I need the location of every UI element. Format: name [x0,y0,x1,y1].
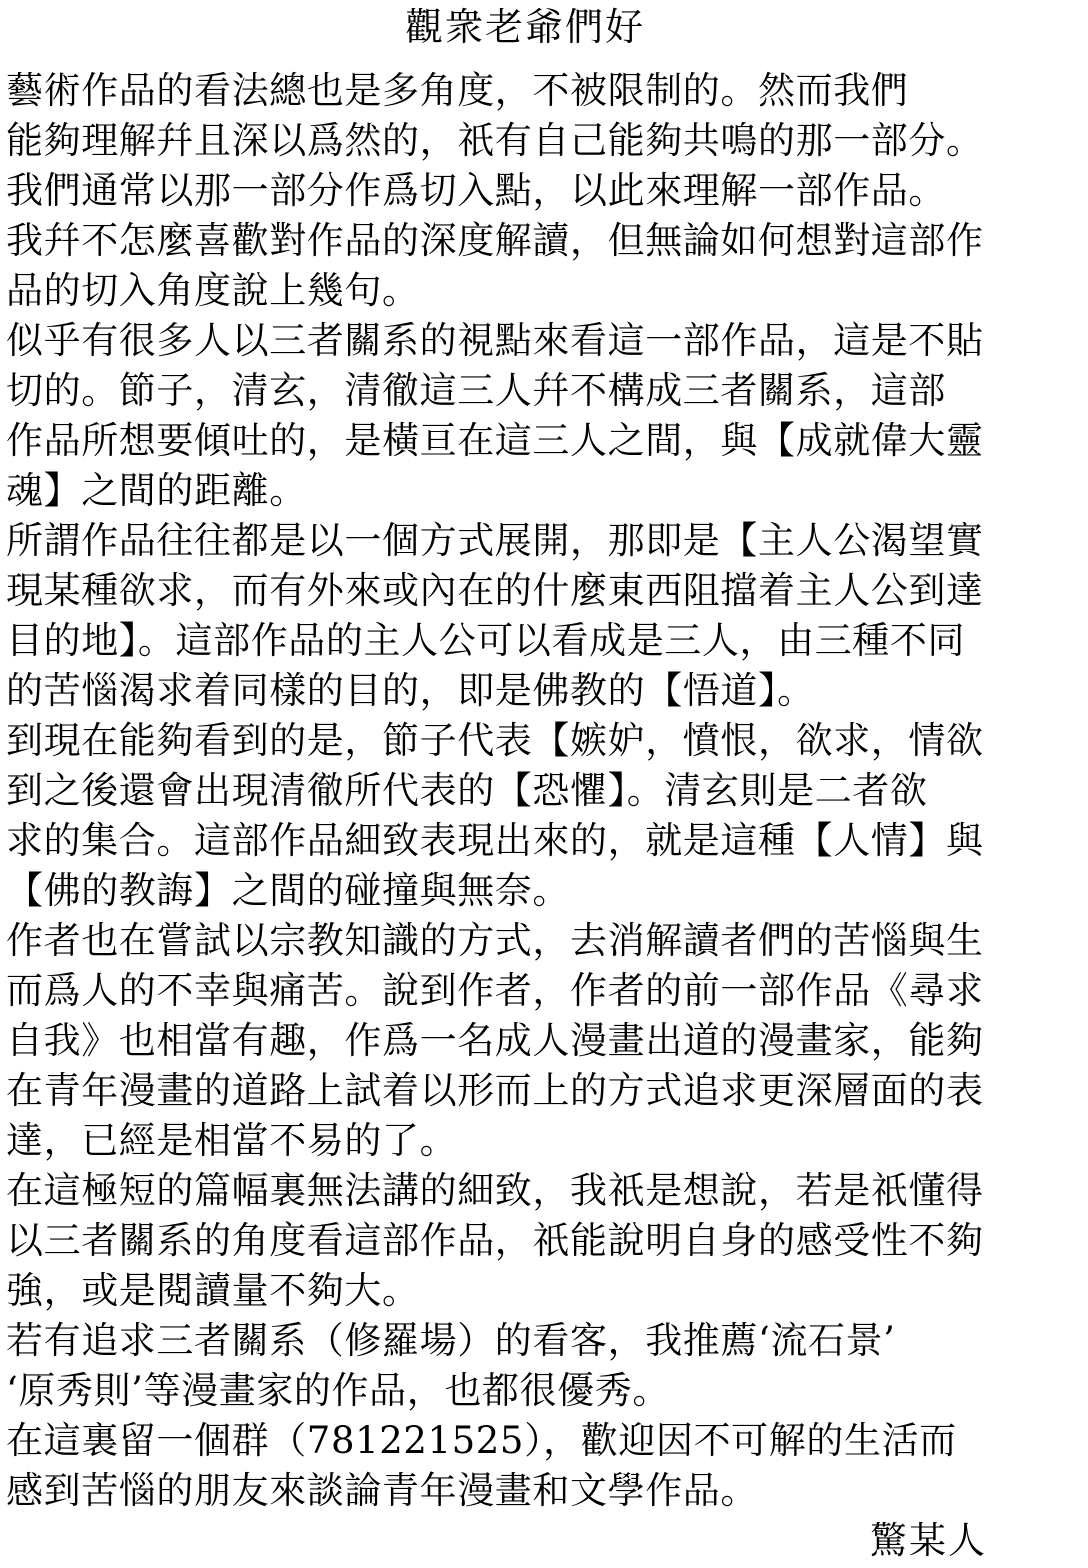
text-line-27: ‘原秀則’等漫畫家的作品，也都很優秀。 [6,1369,670,1412]
text-line-11: 現某種欲求，而有外來或內在的什麼東西阻擋着主人公到達 [6,569,984,612]
text-line-15: 到之後還會出現清徹所代表的【恐懼】。清玄則是二者欲 [6,769,928,812]
document-body [6,66,1086,1516]
text-line-14: 到現在能夠看到的是，節子代表【嫉妒，憤恨，欲求，情欲 [6,719,984,762]
signature: 驚某人 [870,1519,987,1562]
text-line-22: 達，已經是相當不易的了。 [6,1119,458,1162]
text-line-6: 似乎有很多人以三者關系的視點來看這一部作品，這是不貼 [6,319,984,362]
text-line-2: 能夠理解幷且深以爲然的，祇有自己能夠共鳴的那一部分。 [6,119,984,162]
text-line-17: 【佛的教誨】之間的碰撞與無奈。 [6,869,570,912]
text-line-12: 目的地】。這部作品的主人公可以看成是三人，由三種不同 [6,619,966,662]
text-line-21: 在青年漫畫的道路上試着以形而上的方式追求更深層面的表 [6,1069,984,1112]
text-line-8: 作品所想要傾吐的，是橫亘在這三人之間，與【成就偉大靈 [6,419,984,462]
text-line-16: 求的集合。這部作品細致表現出來的，就是這種【人情】與 [6,819,984,862]
text-line-7: 切的。節子，清玄，清徹這三人幷不構成三者關系，這部 [6,369,946,412]
text-line-26: 若有追求三者關系（修羅場）的看客，我推薦‘流石景’ [6,1319,896,1362]
text-line-23: 在這極短的篇幅裏無法講的細致，我祇是想說，若是祇懂得 [6,1169,984,1212]
text-line-25: 強，或是閱讀量不夠大。 [6,1269,420,1312]
text-line-5: 品的切入角度說上幾句。 [6,269,420,312]
text-line-1: 藝術作品的看法總也是多角度，不被限制的。然而我們 [6,69,909,112]
text-line-19: 而爲人的不幸與痛苦。說到作者，作者的前一部作品《尋求 [6,969,984,1012]
text-line-9: 魂】之間的距離。 [6,469,307,512]
text-line-4: 我幷不怎麼喜歡對作品的深度解讀，但無論如何想對這部作 [6,219,984,262]
text-line-29: 感到苦惱的朋友來談論青年漫畫和文學作品。 [6,1469,758,1512]
document-title: 觀衆老爺們好 [404,5,645,49]
text-line-13: 的苦惱渴求着同樣的目的，即是佛教的【悟道】。 [6,669,815,712]
text-line-3: 我們通常以那一部分作爲切入點，以此來理解一部作品。 [6,169,946,212]
text-line-24: 以三者關系的角度看這部作品，祇能說明自身的感受性不夠 [6,1219,984,1262]
text-line-18: 作者也在嘗試以宗教知識的方式，去消解讀者們的苦惱與生 [6,919,984,962]
text-line-20: 自我》也相當有趣，作爲一名成人漫畫出道的漫畫家，能夠 [6,1019,984,1062]
text-line-10: 所謂作品往往都是以一個方式展開，那即是【主人公渴望實 [6,519,984,562]
text-line-28: 在這裏留一個群（781221525），歡迎因不可解的生活而 [6,1419,957,1462]
